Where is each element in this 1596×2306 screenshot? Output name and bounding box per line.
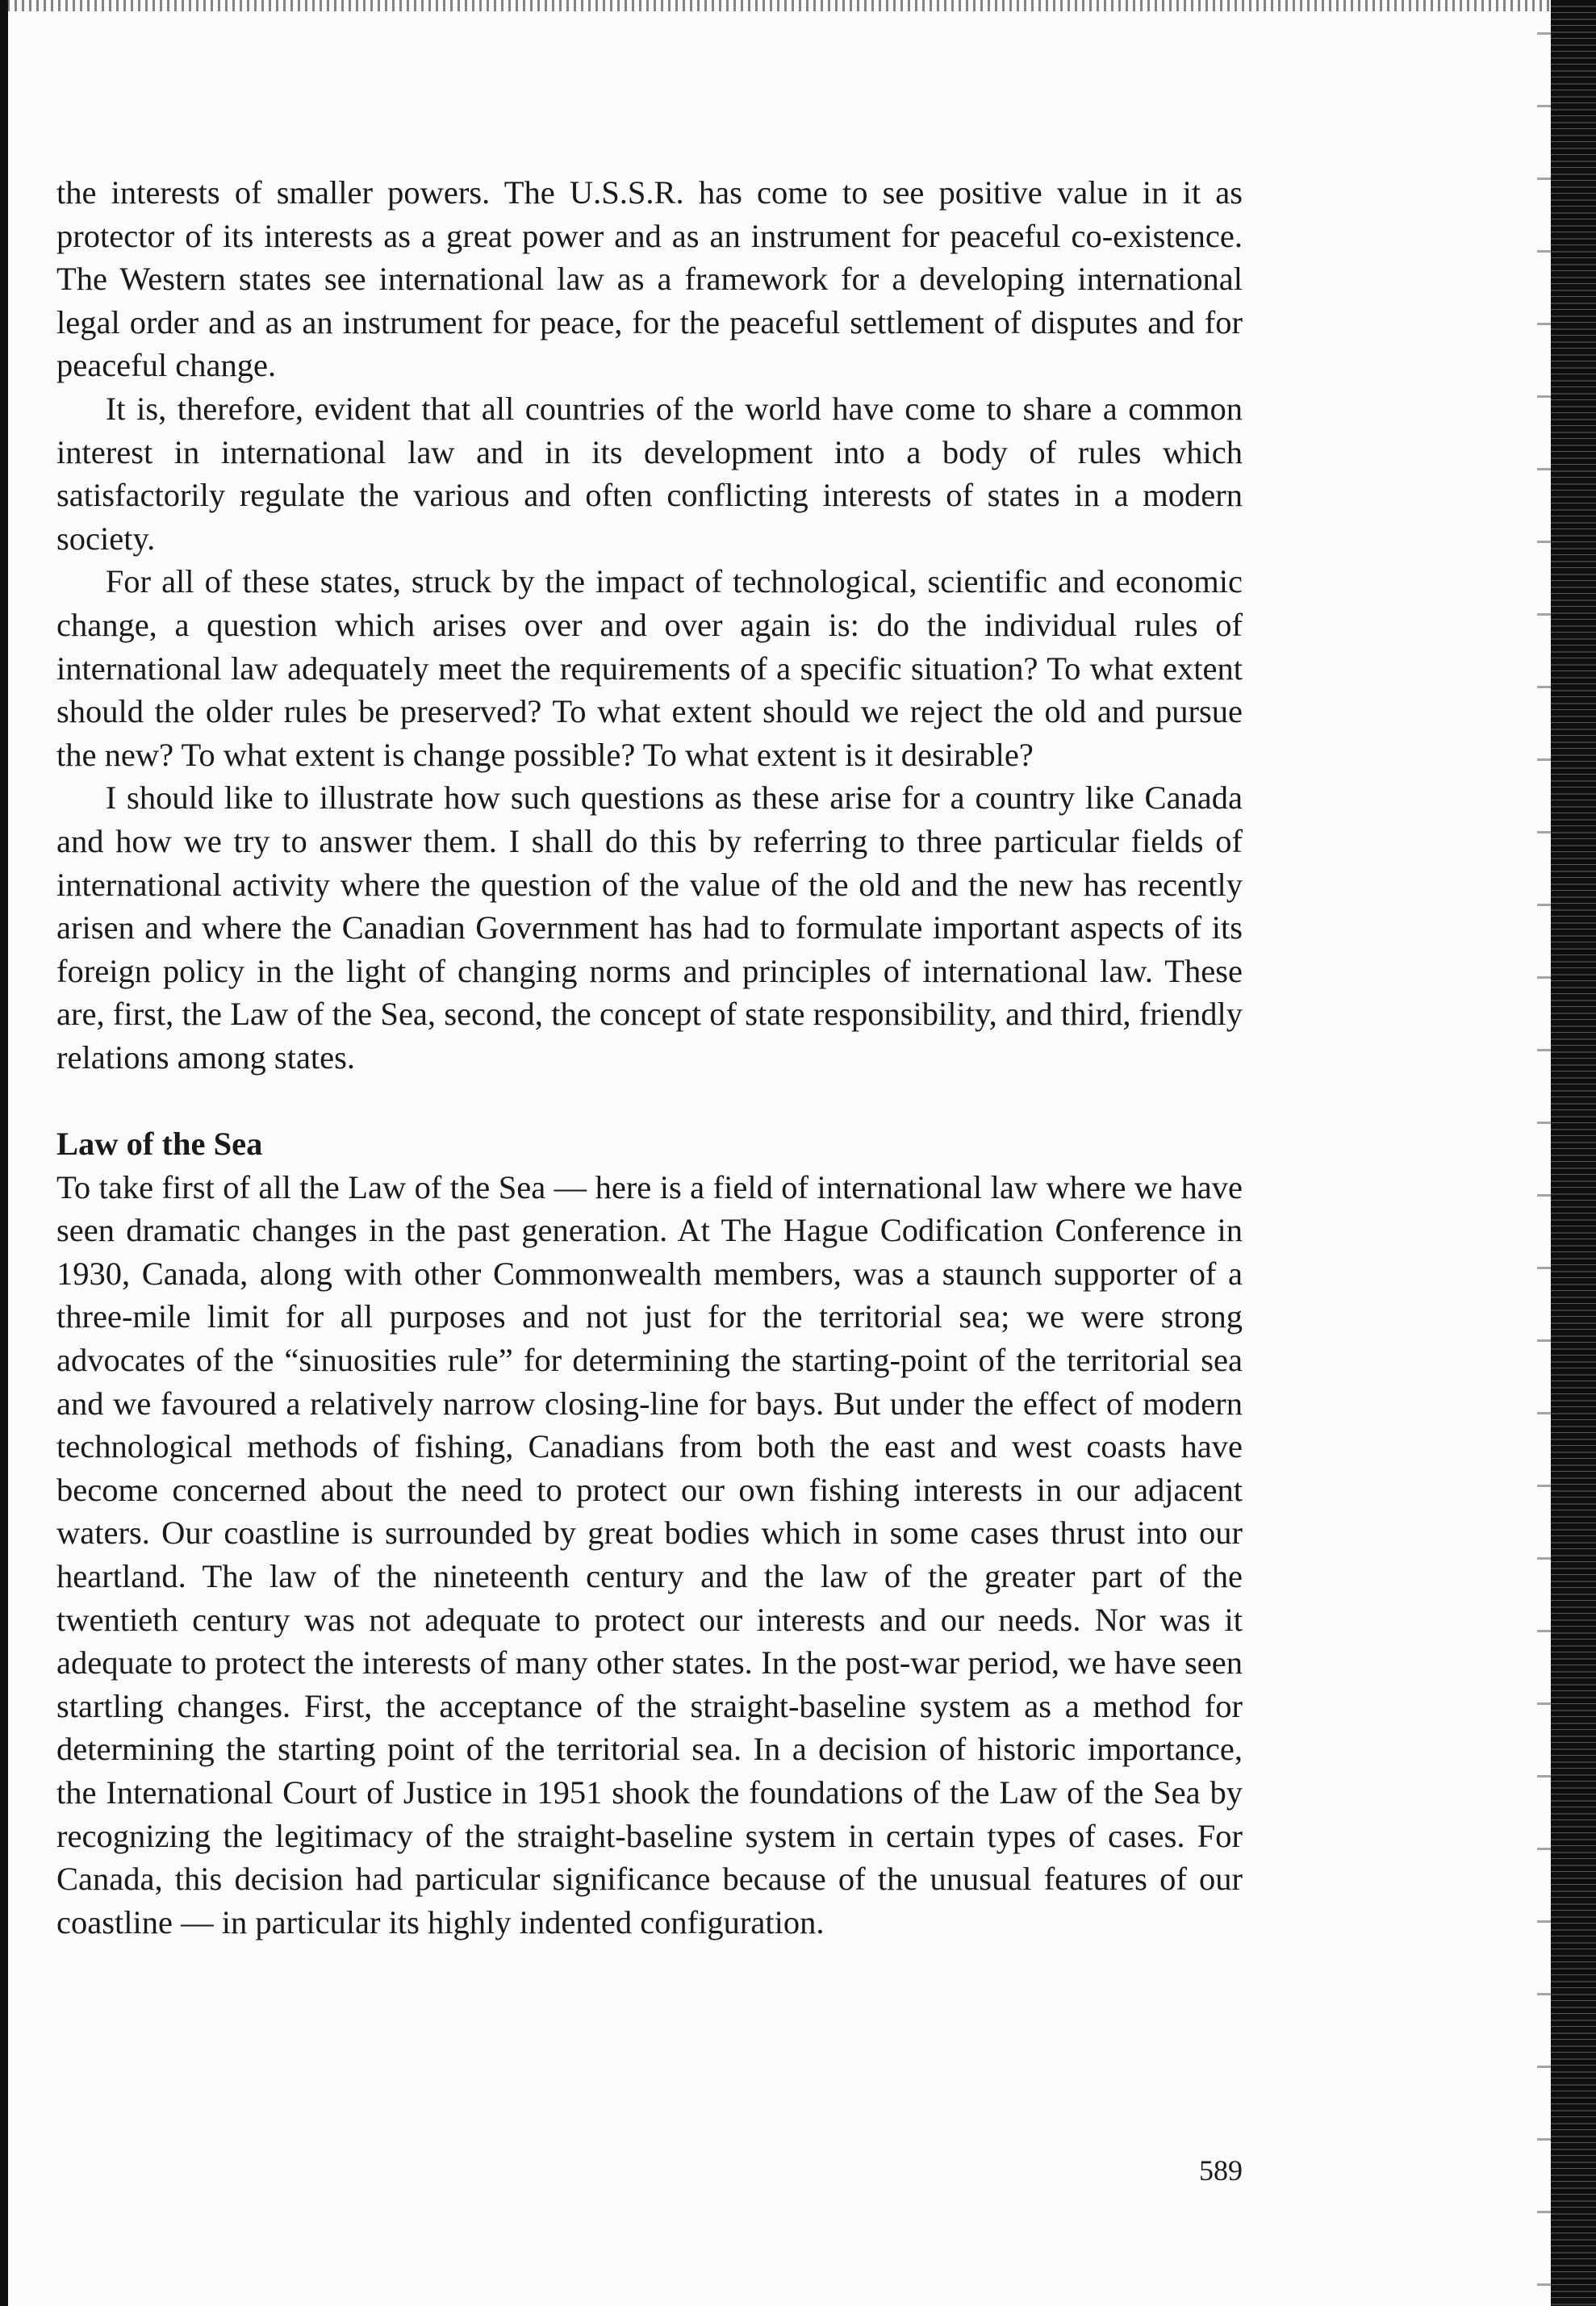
scan-edge-top	[0, 0, 1596, 11]
section-paragraph: To take first of all the Law of the Sea — here is a field of international law where we have seen dramatic changes in the past generation. At The Hague Codification Conference in 1930, Canada, along with other Commonwealth members, was a staunch supporter of a three-mile limit for all purposes and not just for the territorial sea; we were strong advocates of the “sinuosities rule” for determining the starting-point of the territorial sea and we favoured a relatively narrow closing-line for bays. But under the effect of modern technological methods of fishing, Canadians from both the east and west coasts have become concerned about the need to protect our own fishing interests in our adjacent waters. Our coastline is surrounded by great bodies which in some cases thrust into our heartland. The law of the nineteenth century and the law of the greater part of the twentieth century was not adequate to protect our interests and our needs. Nor was it adequate to protect the interests of many other states. In the post-war period, we have seen startling changes. First, the acceptance of the straight-baseline system as a method for determining the starting point of the territorial sea. In a decision of historic importance, the International Court of Justice in 1951 shook the foundations of the Law of the Sea by recognizing the legitimacy of the straight-baseline system in certain types of cases. For Canada, this decision had particular significance because of the unusual features of our coastline — in particular its highly indented configuration.	[56, 1168, 1243, 1940]
body-text	[56, 171, 1243, 1944]
paragraph: It is, therefore, evident that all countries of the world have come to share a common interest in international law and in its development into a body of rules which satisfactorily regulate the various and often conflicting interests of states in a modern society.	[56, 390, 1243, 557]
paragraph-continuation: the interests of smaller powers. The U.S.S.R. has come to see positive value in it as protector of its interests as a great power and as an instrument for peaceful co-existence. The Western states see international law as a framework for a developing international legal order and as an instrument for peace, for the peaceful settlement of disputes and for peaceful change.	[56, 174, 1243, 384]
section-heading: Law of the Sea	[56, 1126, 263, 1163]
paragraph: For all of these states, struck by the impact of technological, scientific and economic change, a question which arises over and over again is: do the individual rules of international law adequately meet the requirements of a specific situation? To what extent should the older rules be preserved? To what extent should we reject the old and pursue the new? To what extent is change possible? To what extent is it desirable?	[56, 563, 1243, 773]
page-number: 589	[1199, 2154, 1243, 2187]
scan-edge-right	[1551, 0, 1596, 2306]
scan-edge-left	[0, 0, 8, 2306]
scan-edge-right-shadow	[1537, 0, 1552, 2306]
paragraph: I should like to illustrate how such questions as these arise for a country like Canada and how we try to answer them. I shall do this by referring to three particular fields of international activity where the question of the value of the old and the new has recently arisen and where the Canadian Government has had to formulate important aspects of its foreign policy in the light of changing norms and principles of international law. These are, first, the Law of the Sea, second, the concept of state responsibility, and third, friendly relations among states.	[56, 779, 1243, 1076]
